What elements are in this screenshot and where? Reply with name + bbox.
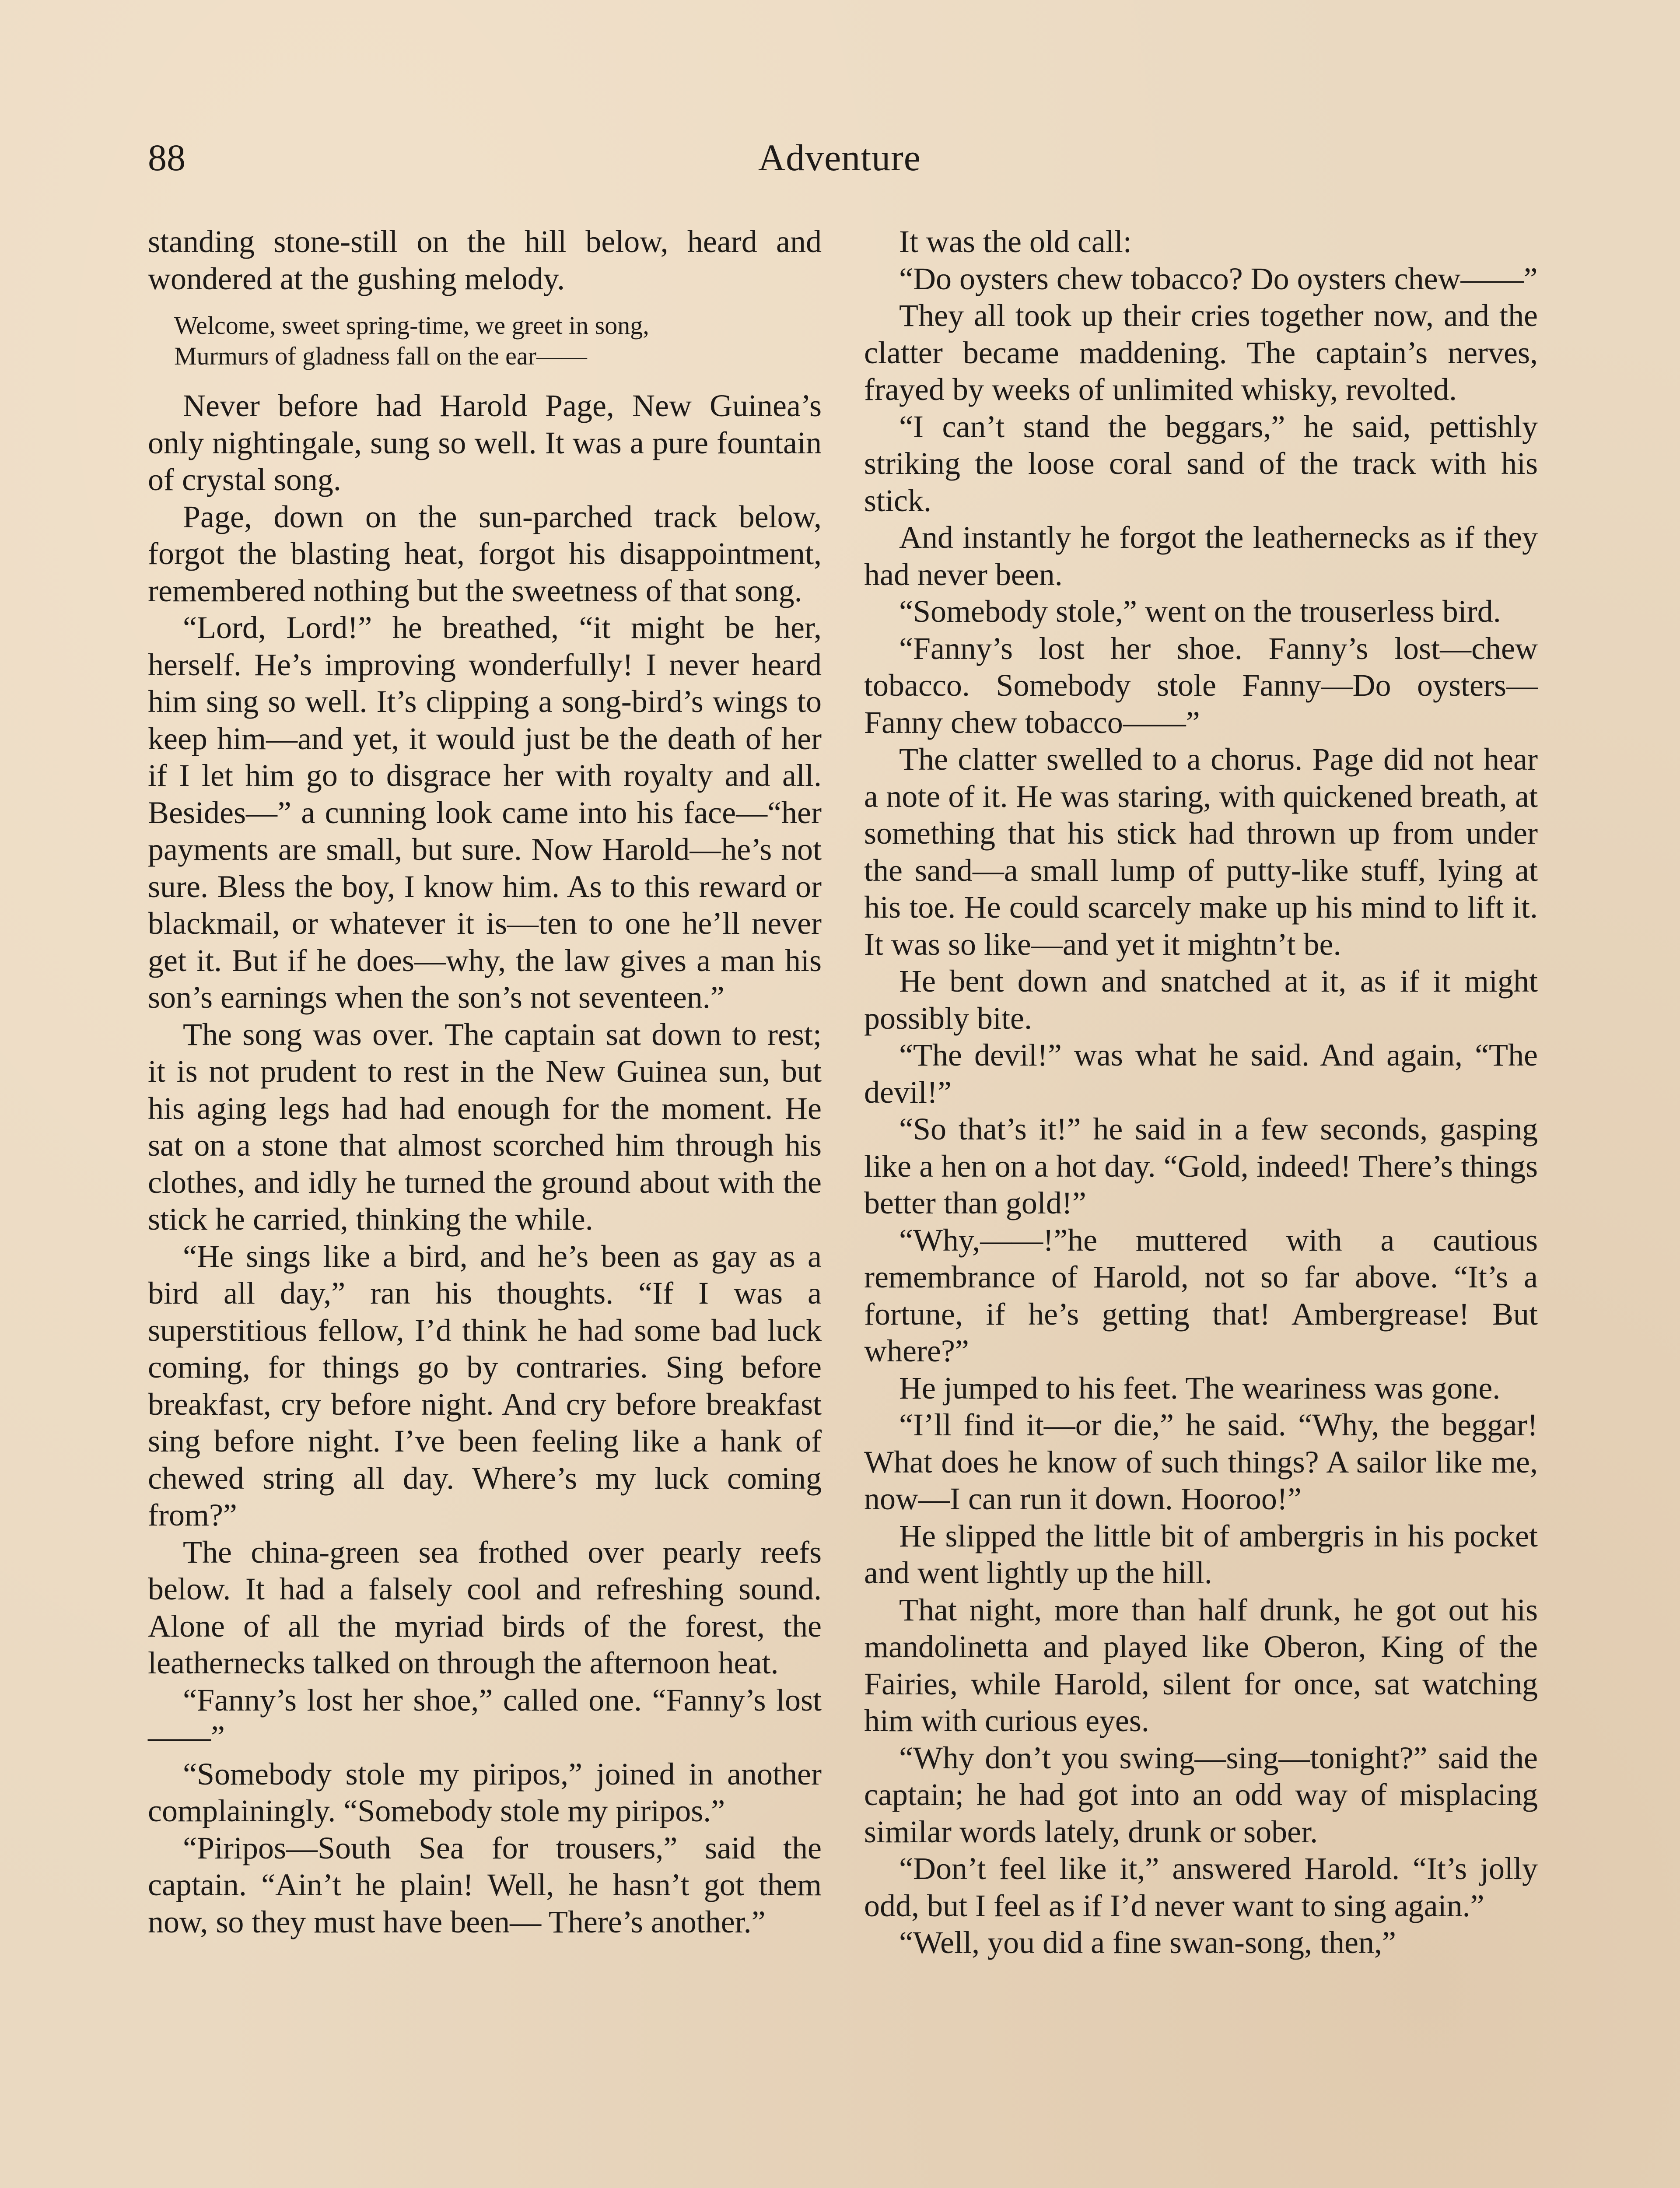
paragraph: “He sings like a bird, and he’s been as gay as a bird all day,” ran his thoughts. “If I was a superstitious fellow, I’d think he had some bad luck coming, for things go by contraries. Sing before breakfast, cry before night. And cry before breakfast sing before night. I’ve been feeling like a hank of chewed string all day. Where’s my luck coming from?” [148,1238,822,1532]
paragraph: “Lord, Lord!” he breathed, “it might be her, herself. He’s improving wonderfully! I never heard him sing so well. It’s clipping a song-bird’s wings to keep him—and yet, it would just be the death of her if I let him go to disgrace her with royalty and all. Besides—” a cunning look came into his face—“her payments are small, but sure. Now Harold—he’s not sure. Bless the boy, I know him. As to this reward or blackmail, or whatever it is—ten to one he’ll never get it. But if he does—why, the law gives a man his son’s earnings when the son’s not seventeen.” [148,610,822,1015]
paragraph: “Piripos—South Sea for trousers,” said the captain. “Ain’t he plain! Well, he hasn’t got them now, so they must have been— There’s another.” [148,1830,822,1939]
paragraph: “So that’s it!” he said in a few seconds, gasping like a hen on a hot day. “Gold, indeed! There’s things better than gold!” [864,1112,1538,1220]
paragraph: It was the old call: [899,224,1132,259]
song-verse [174,310,822,372]
page-number: 88 [148,137,186,179]
right-column [864,223,1538,1961]
paragraph: The clatter swelled to a chorus. Page did not hear a note of it. He was staring, with quickened breath, at something that his stick had thrown up from under the sand—a small lump of putty-like stuff, lying at his toe. He could scarcely make up his mind to lift it. It was so like—and yet it mightn’t be. [864,742,1538,962]
paragraph: “The devil!” was what he said. And again, “The devil!” [864,1038,1538,1110]
paragraph: He jumped to his feet. The weariness was gone. [899,1370,1501,1406]
paragraph: They all took up their cries together now, and the clatter became maddening. The captain’s nerves, frayed by weeks of unlimited whisky, revolted. [864,298,1538,407]
paragraph: Page, down on the sun-parched track below, forgot the blasting heat, forgot his disappointment, remembered nothing but the sweetness of that song. [148,499,822,608]
verse-line: Murmurs of gladness fall on the ear—— [174,342,587,370]
paragraph: “Why,——!”he muttered with a cautious remembrance of Harold, not so far above. “It’s a fortune, if he’s getting that! Ambergrease! But where?” [864,1222,1538,1368]
paragraph: “I can’t stand the beggars,” he said, pettishly striking the loose coral sand of the track with his stick. [864,409,1538,518]
paragraph: “Fanny’s lost her shoe. Fanny’s lost—chew tobacco. Somebody stole Fanny—Do oysters—Fanny chew tobacco——” [864,631,1538,740]
paragraph: Never before had Harold Page, New Guinea’s only nightingale, sung so well. It was a pure fountain of crystal song. [148,388,822,497]
paragraph: That night, more than half drunk, he got out his mandolinetta and played like Oberon, King of the Fairies, while Harold, silent for once, sat watching him with curious eyes. [864,1592,1538,1738]
page-header [148,131,1531,184]
running-head: Adventure [758,137,921,179]
paragraph: “I’ll find it—or die,” he said. “Why, the beggar! What does he know of such things? A sailor like me, now—I can run it down. Hooroo!” [864,1407,1538,1516]
left-column [148,223,822,1940]
paragraph: The china-green sea frothed over pearly reefs below. It had a falsely cool and refreshing sound. Alone of all the myriad birds of the forest, the leathernecks talked on through the afternoon heat. [148,1534,822,1680]
paragraph: And instantly he forgot the leathernecks as if they had never been. [864,520,1538,592]
paragraph: “Somebody stole,” went on the trouserless bird. [899,594,1501,629]
paragraph: “Fanny’s lost her shoe,” called one. “Fanny’s lost——” [148,1682,822,1754]
verse-line: Welcome, sweet spring-time, we greet in song, [174,311,649,340]
paragraph: “Why don’t you swing—sing—tonight?” said the captain; he had got into an odd way of misplacing similar words lately, drunk or sober. [864,1740,1538,1849]
paragraph: The song was over. The captain sat down to rest; it is not prudent to rest in the New Guinea sun, but his aging legs had had enough for the moment. He sat on a stone that almost scorched him through his clothes, and idly he turned the ground about with the stick he carried, thinking the while. [148,1017,822,1237]
paragraph: “Don’t feel like it,” answered Harold. “It’s jolly odd, but I feel as if I’d never want to sing again.” [864,1851,1538,1923]
paragraph: He bent down and snatched at it, as if it might possibly bite. [864,964,1538,1036]
paragraph: He slipped the little bit of ambergris in his pocket and went lightly up the hill. [864,1518,1538,1590]
paragraph: “Somebody stole my piripos,” joined in another complainingly. “Somebody stole my piripos.” [148,1756,822,1828]
paragraph: standing stone-still on the hill below, heard and wondered at the gushing melody. [148,224,822,296]
paragraph: “Do oysters chew tobacco? Do oysters chew——” [899,261,1538,296]
paragraph: “Well, you did a fine swan-song, then,” [899,1925,1396,1960]
